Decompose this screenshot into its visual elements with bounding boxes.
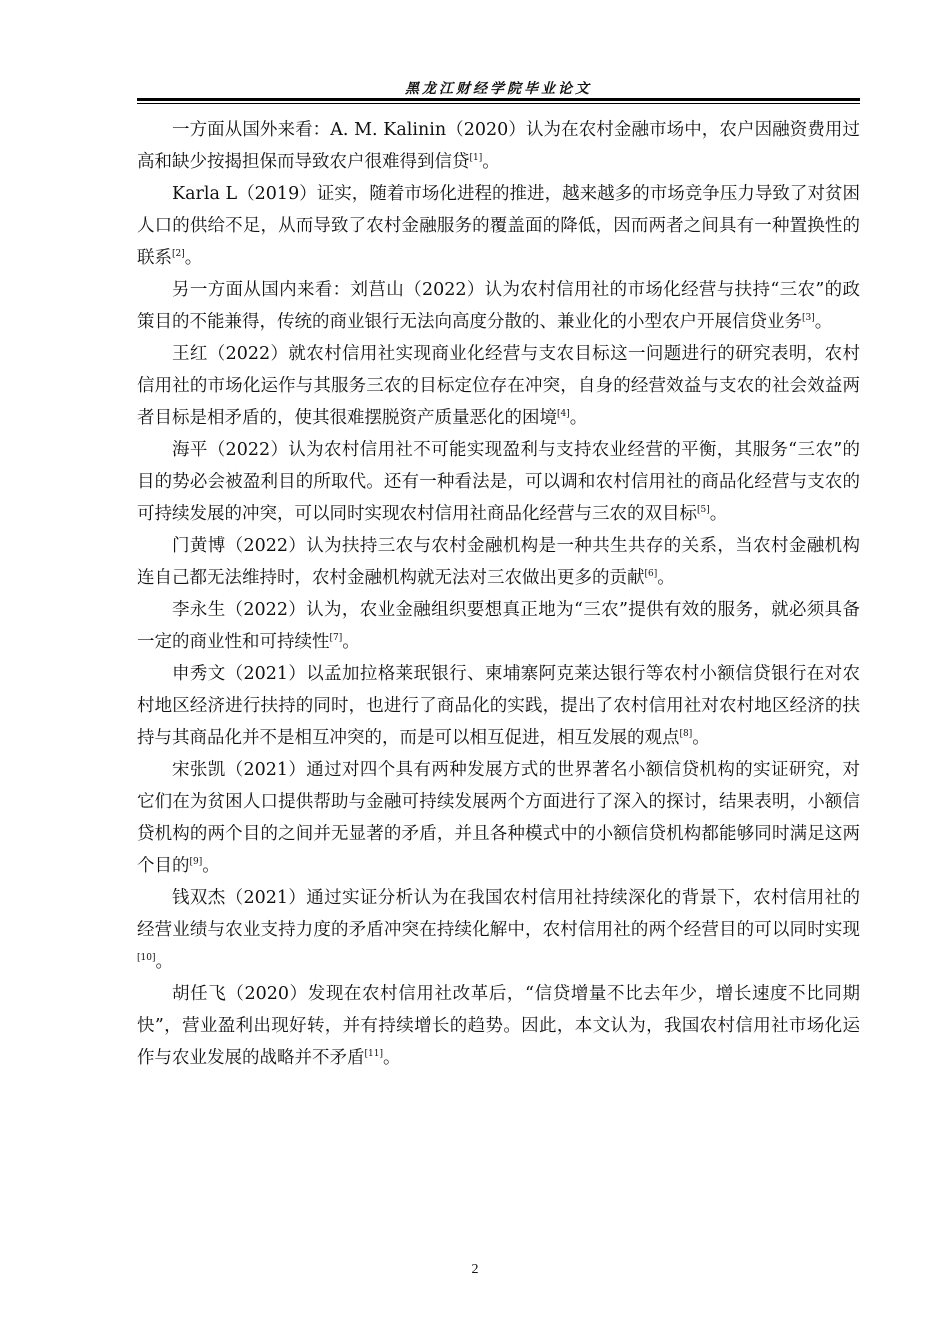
citation-marker: [1] (469, 153, 483, 164)
paragraph-end: 。 (709, 504, 728, 524)
paragraph-5 (137, 434, 860, 530)
paragraph-2 (137, 178, 860, 274)
paragraph-text: 宋张凯（2021）通过对四个具有两种发展方式的世界著名小额信贷机构的实证研究，对它们在为贫困人口提供帮助与金融可持续发展两个方面进行了深入的探讨，结果表明，小额信贷机构的两个目的之间并无显著的矛盾，并且各种模式中的小额信贷机构都能够同时满足这两个目的 (137, 760, 860, 876)
header-rule-thick (137, 98, 860, 101)
paragraph-text: Karla L（2019）证实，随着市场化进程的推进，越来越多的市场竞争压力导致了对贫困人口的供给不足，从而导致了农村金融服务的覆盖面的降低，因而两者之间具有一种置换性的联系 (137, 184, 860, 268)
citation-marker: [8] (679, 729, 693, 740)
page-number: 2 (471, 1262, 479, 1277)
paragraph-end: 。 (657, 568, 675, 588)
paragraph-text: 钱双杰（2021）通过实证分析认为在我国农村信用社持续深化的背景下，农村信用社的经营业绩与农业支持力度的矛盾冲突在持续化解中，农村信用社的两个经营目的可以同时实现 (137, 888, 860, 940)
paragraph-7 (137, 594, 860, 658)
paragraph-9 (137, 754, 860, 882)
paragraph-end: 。 (382, 1048, 401, 1068)
paragraph-end: 。 (184, 248, 203, 268)
citation-marker: [7] (329, 633, 343, 644)
paragraph-4 (137, 338, 860, 434)
paragraph-text: 李永生（2022）认为，农业金融组织要想真正地为“三农”提供有效的服务，就必须具备一定的商业性和可持续性 (137, 600, 860, 652)
paragraph-text: 胡任飞（2020）发现在农村信用社改革后，“信贷增量不比去年少，增长速度不比同期快”，营业盈利出现好转，并有持续增长的趋势。因此，本文认为，我国农村信用社市场化运作与农业发展的战略并不矛盾 (137, 984, 860, 1068)
citation-marker: [5] (697, 505, 710, 516)
paragraph-end: 。 (342, 632, 360, 652)
header-title: 黑龙江财经学院毕业论文 (405, 81, 592, 97)
paragraph-3 (137, 274, 860, 338)
paragraph-end: 。 (814, 312, 833, 332)
paragraph-11 (137, 978, 860, 1074)
paragraph-end: 。 (692, 728, 710, 748)
paragraph-6 (137, 530, 860, 594)
paragraph-text: 王红（2022）就农村信用社实现商业化经营与支农目标这一问题进行的研究表明，农村信用社的市场化运作与其服务三农的目标定位存在冲突，自身的经营效益与支农的社会效益两者目标是相矛盾的，使其很难摆脱资产质量恶化的困境 (137, 344, 860, 428)
citation-marker: [4] (557, 409, 570, 420)
paragraph-8 (137, 658, 860, 754)
paragraph-text: 一方面从国外来看：A. M. Kalinin（2020）认为在农村金融市场中，农户因融资费用过高和缺少按揭担保而导致农户很难得到信贷 (137, 120, 860, 172)
paragraph-text: 另一方面从国内来看：刘莒山（2022）认为农村信用社的市场化经营与扶持“三农”的政策目的不能兼得，传统的商业银行无法向高度分散的、兼业化的小型农户开展信贷业务 (137, 280, 860, 332)
paragraph-end: 。 (569, 408, 588, 428)
paragraph-text: 申秀文（2021）以孟加拉格莱珉银行、柬埔寨阿克莱达银行等农村小额信贷银行在对农村地区经济进行扶持的同时，也进行了商品化的实践，提出了农村信用社对农村地区经济的扶持与其商品化并不是相互冲突的，而是可以相互促进，相互发展的观点 (137, 664, 860, 748)
header-rule-thin (137, 103, 860, 104)
paragraph-end: 。 (155, 952, 173, 972)
paragraph-end: 。 (482, 152, 500, 172)
citation-marker: [11] (364, 1049, 383, 1060)
citation-marker: [2] (172, 249, 185, 260)
paragraph-text: 海平（2022）认为农村信用社不可能实现盈利与支持农业经营的平衡，其服务“三农”的目的势必会被盈利目的所取代。还有一种看法是，可以调和农村信用社的商品化经营与支农的可持续发展的冲突，可以同时实现农村信用社商品化经营与三农的双目标 (137, 440, 860, 524)
citation-marker: [10] (137, 953, 156, 964)
paragraph-10 (137, 882, 860, 978)
citation-marker: [6] (644, 569, 658, 580)
paragraph-end: 。 (202, 856, 220, 876)
paragraph-text: 门黄博（2022）认为扶持三农与农村金融机构是一种共生共存的关系，当农村金融机构连自己都无法维持时，农村金融机构就无法对三农做出更多的贡献 (137, 536, 860, 588)
body-text (137, 114, 860, 1074)
citation-marker: [3] (802, 313, 815, 324)
citation-marker: [9] (189, 857, 203, 868)
paragraph-1 (137, 114, 860, 178)
